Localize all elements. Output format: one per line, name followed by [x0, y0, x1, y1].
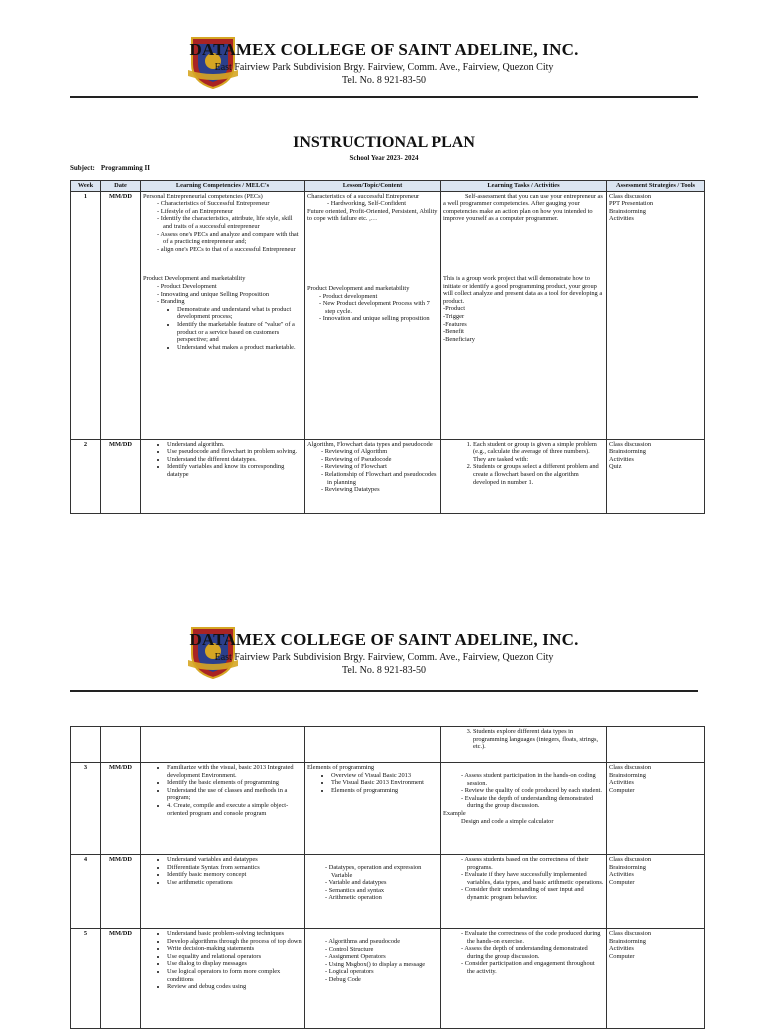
- table-header-row: [71, 181, 705, 192]
- assessment-cell: [607, 439, 705, 513]
- list-item: • Elements of programming: [331, 787, 438, 795]
- list-item: - Assess the depth of understanding demonstrated during the group discussion.: [467, 945, 604, 960]
- lesson-cell: [305, 727, 441, 763]
- lesson-heading: Characteristics of a successful Entrepreneur: [307, 192, 420, 200]
- list-item: 2. Students or groups select a different problem and create a flowchart based on the algorithm developed in number 1.: [473, 463, 604, 486]
- table-row: [71, 727, 705, 763]
- date-cell: [101, 727, 141, 763]
- list-item: Brainstorming: [609, 863, 646, 871]
- list-item: - Assess students based on the correctness of their programs.: [467, 856, 604, 871]
- list-item: - Innovation and unique selling proposition: [325, 315, 438, 323]
- week-cell: [71, 727, 101, 763]
- week-cell: 4: [71, 855, 101, 929]
- list-item: - Consider their understanding of user input and dynamic program behavior.: [467, 886, 604, 901]
- list-item: • Identify the basic elements of programming: [167, 779, 302, 787]
- tasks-cell: [441, 191, 607, 439]
- college-address: East Fairview Park Subdivision Brgy. Fairview, Comm. Ave., Fairview, Quezon City: [214, 62, 554, 73]
- list-item: - Consider participation and engagement throughout the activity.: [467, 960, 604, 975]
- tasks-cell: [441, 727, 607, 763]
- list-item: - align one's PECs to that of a successful Entrepreneur: [163, 246, 302, 254]
- college-tel: Tel. No. 8 921-83-50: [341, 665, 426, 676]
- list-item: • Understand algorithm.: [167, 441, 302, 449]
- list-item: 3. Students explore different data types in programming languages (integers, floats, strings, etc.).: [473, 728, 604, 751]
- college-name: DATAMEX COLLEGE OF SAINT ADELINE, INC.: [189, 40, 579, 59]
- list-item: - Evaluate the correctness of the code produced during the hands-on exercise.: [467, 930, 604, 945]
- lesson-heading: Elements of programming: [307, 764, 375, 771]
- assessment-cell: [607, 727, 705, 763]
- list-item: • Understand variables and datatypes: [167, 856, 302, 864]
- list-item: - Using Msgbox() to display a message: [331, 961, 438, 969]
- list-item: • Understand basic problem-solving techniques: [167, 930, 302, 938]
- list-item: • Use logical operators to form more complex conditions: [167, 968, 302, 983]
- letterhead: [0, 30, 768, 92]
- list-item: Brainstorming: [609, 937, 646, 945]
- list-item: • Review and debug codes using: [167, 983, 302, 991]
- list-item: • The Visual Basic 2013 Environment: [331, 779, 438, 787]
- list-item: -Trigger: [443, 312, 465, 320]
- date-cell: MM/DD: [101, 191, 141, 439]
- subject-line: [70, 164, 150, 172]
- assessment-cell: [607, 191, 705, 439]
- list-item: - Identify the characteristics, attribute, life style, skill and traits of a successful entrepreneur: [163, 215, 302, 230]
- list-item: -Product: [443, 305, 466, 313]
- list-item: -Benefit: [443, 328, 464, 336]
- competencies-cell: [141, 727, 305, 763]
- lesson-heading: Algorithm, Flowchart data types and pseudocode: [307, 440, 433, 448]
- college-name: DATAMEX COLLEGE OF SAINT ADELINE, INC.: [189, 630, 579, 649]
- lesson-cell: [305, 439, 441, 513]
- list-item: Activities: [609, 871, 634, 879]
- list-item: • 4. Create, compile and execute a simple object-oriented program and console program: [167, 802, 302, 817]
- list-item: Activities: [609, 455, 634, 463]
- list-item: - Innovating and unique Selling Proposition: [163, 291, 302, 299]
- table-row: [71, 191, 705, 439]
- list-item: Activities: [609, 215, 634, 223]
- list-item: Computer: [609, 952, 635, 960]
- assessment-cell: [607, 929, 705, 1029]
- week-cell: 1: [71, 191, 101, 439]
- list-item: - Variable and datatypes: [331, 879, 438, 887]
- table-row: [71, 763, 705, 855]
- list-item: Computer: [609, 878, 635, 886]
- instructional-plan-table-continued: [70, 726, 705, 1029]
- college-address: East Fairview Park Subdivision Brgy. Fairview, Comm. Ave., Fairview, Quezon City: [214, 652, 554, 663]
- list-item: - Review the quality of code produced by each student.: [467, 787, 604, 795]
- page-two: [0, 620, 768, 1024]
- list-item: Brainstorming: [609, 207, 646, 215]
- competencies-cell: [141, 855, 305, 929]
- list-item: -Beneficiary: [443, 335, 475, 343]
- lesson-heading: Product Development and marketability: [307, 284, 410, 292]
- list-item: - Control Structure: [331, 946, 438, 954]
- list-item: • Develop algorithms through the process of top down: [167, 938, 302, 946]
- header-rule: [70, 690, 698, 692]
- task-paragraph: This is a group work project that will demonstrate how to initiate or identify a good programming product, your group will collect analyze and present data as a tool for developing a product.: [443, 274, 603, 305]
- date-cell: MM/DD: [101, 855, 141, 929]
- list-item: • Identify the marketable feature of "value" of a product or a service based on customers perspective; and: [177, 321, 302, 344]
- list-item: Brainstorming: [609, 448, 646, 456]
- list-item: Class discussion: [609, 440, 652, 448]
- list-item: - Hardworking, Self-Confident: [333, 200, 438, 208]
- tasks-cell: [441, 439, 607, 513]
- list-item: - Datatypes, operation and expression Variable: [331, 864, 438, 879]
- competencies-cell: [141, 439, 305, 513]
- school-year: School Year 2023- 2024: [349, 154, 419, 162]
- list-item: • Overview of Visual Basic 2013: [331, 772, 438, 780]
- list-item: - Reviewing Datatypes: [327, 486, 438, 494]
- date-cell: MM/DD: [101, 763, 141, 855]
- list-item: • Use dialog to display messages: [167, 960, 302, 968]
- list-item: - Debug Code: [331, 976, 438, 984]
- list-item: - Characteristics of Successful Entrepreneur: [163, 200, 302, 208]
- tasks-cell: [441, 929, 607, 1029]
- list-item: • Use equality and relational operators: [167, 953, 302, 961]
- list-item: - Reviewing of Flowchart: [327, 463, 438, 471]
- list-item: - Arithmetic operation: [331, 894, 438, 902]
- list-item: - Product development: [325, 293, 438, 301]
- list-item: • Identify basic memory concept: [167, 871, 302, 879]
- list-item: - Assess one's PECs and analyze and compare with that of a practicing entrepreneur and;: [163, 231, 302, 246]
- competencies-cell: [141, 929, 305, 1029]
- list-item: - Lifestyle of an Entrepreneur: [163, 208, 302, 216]
- week-cell: 2: [71, 439, 101, 513]
- list-item: Class discussion: [609, 930, 652, 937]
- list-item: Quiz: [609, 463, 622, 471]
- list-item: - Assess student participation in the hands-on coding session.: [467, 772, 604, 787]
- table-row: [71, 439, 705, 513]
- task-paragraph: Self-assessment that you can use your entrepreneur as a well programmer competencies. After gauging your competencies make an action plan on how you intended to improve yourself as a computer programmer.: [443, 192, 603, 223]
- list-item: • Identify variables and know its corresponding datatype: [167, 463, 302, 478]
- list-item: • Understand the use of classes and methods in a program;: [167, 787, 302, 802]
- list-item: - Evaluate if they have successfully implemented variables, data types, and basic arithmetic operations.: [467, 871, 604, 886]
- date-cell: MM/DD: [101, 439, 141, 513]
- list-item: - Assignment Operators: [331, 953, 438, 961]
- competency-heading: Product Development and marketability: [143, 275, 246, 283]
- college-tel: Tel. No. 8 921-83-50: [341, 75, 426, 86]
- list-item: PPT Presentation: [609, 200, 654, 208]
- lesson-cell: [305, 763, 441, 855]
- list-item: - Branding: [163, 298, 302, 306]
- lesson-cell: [305, 855, 441, 929]
- lesson-text: Future oriented, Profit-Oriented, Persistent, Ability to cope with failure etc. ,…: [307, 207, 438, 223]
- col-header-lesson: Lesson/Topic/Content: [305, 181, 441, 192]
- list-item: • Demonstrate and understand what is product development process;: [177, 306, 302, 321]
- assessment-cell: [607, 855, 705, 929]
- header-rule: [70, 96, 698, 98]
- list-item: - Product Development: [163, 283, 302, 291]
- table-row: [71, 929, 705, 1029]
- subject-label: Subject:: [70, 164, 95, 172]
- instructional-plan-table: [70, 180, 705, 514]
- list-item: - Semantics and syntax: [331, 887, 438, 895]
- list-item: - Relationship of Flowchart and pseudocodes in planning: [327, 471, 438, 486]
- list-item: Class discussion: [609, 192, 652, 200]
- col-header-date: Date: [101, 181, 141, 192]
- list-item: - Reviewing of Pseudocode: [327, 456, 438, 464]
- lesson-cell: [305, 191, 441, 439]
- list-item: 1. Each student or group is given a simple problem (e.g., calculate the average of three numbers). They are tasked with:: [473, 441, 604, 464]
- list-item: Class discussion: [609, 764, 652, 771]
- competencies-cell: [141, 763, 305, 855]
- list-item: Computer: [609, 786, 635, 794]
- subject-value: Programming II: [100, 164, 150, 172]
- week-cell: 3: [71, 763, 101, 855]
- assessment-cell: [607, 763, 705, 855]
- competency-heading: Personal Entrepreneurial competencies (PECs): [143, 192, 263, 200]
- list-item: Class discussion: [609, 856, 652, 863]
- list-item: - Reviewing of Algorithm: [327, 448, 438, 456]
- list-item: - Algorithms and pseudocode: [331, 938, 438, 946]
- date-cell: MM/DD: [101, 929, 141, 1029]
- col-header-competencies: Learning Competencies / MELC's: [141, 181, 305, 192]
- list-item: -Features: [443, 320, 467, 328]
- list-item: Activities: [609, 945, 634, 953]
- list-item: - Evaluate the depth of understanding demonstrated during the group discussion.: [467, 795, 604, 810]
- tasks-cell: [441, 855, 607, 929]
- list-item: • Write decision-making statements: [167, 945, 302, 953]
- col-header-assessment: Assessment Strategies / Tools: [607, 181, 705, 192]
- list-item: • Use pseudocode and flowchart in problem solving.: [167, 448, 302, 456]
- competencies-cell: [141, 191, 305, 439]
- list-item: Activities: [609, 779, 634, 787]
- col-header-week: Week: [71, 181, 101, 192]
- list-item: • Differentiate Syntax from semantics: [167, 864, 302, 872]
- list-item: • Use arithmetic operations: [167, 879, 302, 887]
- lesson-cell: [305, 929, 441, 1029]
- document-title: INSTRUCTIONAL PLAN: [293, 134, 475, 151]
- table-row: [71, 855, 705, 929]
- list-item: • Familiarize with the visual, basic 2013 Integrated development Environment.: [167, 764, 302, 779]
- letterhead: [0, 620, 768, 682]
- col-header-tasks: Learning Tasks / Activities: [441, 181, 607, 192]
- list-item: - Logical operators: [331, 968, 438, 976]
- week-cell: 5: [71, 929, 101, 1029]
- list-item: Brainstorming: [609, 771, 646, 779]
- task-example-label: Example: [443, 809, 466, 817]
- list-item: - New Product development Process with 7 step cycle.: [325, 300, 438, 315]
- list-item: • Understand the different datatypes.: [167, 456, 302, 464]
- tasks-cell: [441, 763, 607, 855]
- task-example-text: Design and code a simple calculator: [461, 817, 554, 825]
- list-item: • Understand what makes a product marketable.: [177, 344, 302, 352]
